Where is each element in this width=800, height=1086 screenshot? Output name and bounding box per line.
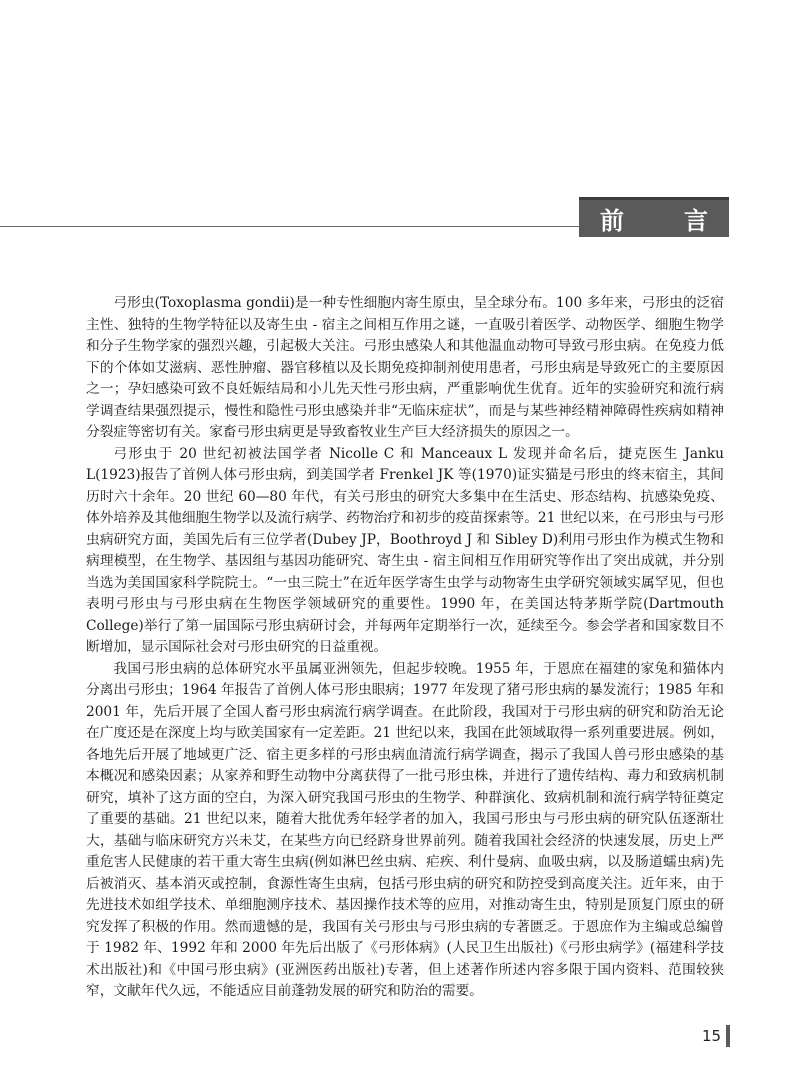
header-rule bbox=[0, 226, 580, 227]
section-title: 前 言 bbox=[600, 207, 726, 235]
body-text bbox=[86, 293, 724, 1003]
page-number-bar bbox=[726, 1025, 730, 1047]
page-number: 15 bbox=[702, 1027, 722, 1045]
paragraph-2: 弓形虫于 20 世纪初被法国学者 Nicolle C 和 Manceaux L 发现并命名后，捷克医生 Janku L(1923)报告了首例人体弓形虫病，到美国学者 Frenkel JK 等(1970)证实猫是弓形虫的终末宿主，其间历时六十余年。20 世纪 60—80 年代，有关弓形虫的研究大多集中在生活史、形态结构、抗感染免疫、体外培养及其他细胞生物学以及流行病学、药物治疗和初步的疫苗探索等。21 世纪以来，在弓形虫与弓形虫病研究方面，美国先后有三位学者(Dubey JP，Boothroyd J 和 Sibley D)利用弓形虫作为模式生物和病理模型，在生物学、基因组与基因功能研究、寄生虫 - 宿主间相互作用研究等作出了突出成就，并分别当选为美国国家科学院院士。“一虫三院士”在近年医学寄生虫学与动物寄生虫学研究领域实属罕见，但也表明弓形虫与弓形虫病在生物医学领域研究的重要性。1990 年，在美国达特茅斯学院(Dartmouth College)举行了第一届国际弓形虫病研讨会，并每两年定期举行一次，延续至今。参会学者和国家数目不断增加，显示国际社会对弓形虫研究的日益重视。 bbox=[86, 445, 724, 655]
paragraph-1: 弓形虫(Toxoplasma gondii)是一种专性细胞内寄生原虫，呈全球分布。100 多年来，弓形虫的泛宿主性、独特的生物学特征以及寄生虫 - 宿主之间相互作用之谜，一直吸引着医学、动物医学、细胞生物学和分子生物学家的强烈兴趣，引起极大关注。弓形虫感染人和其他温血动物可导致弓形虫病。在免疫力低下的个体如艾滋病、恶性肿瘤、器官移植以及长期免疫抑制剂使用患者，弓形虫病是导致死亡的主要原因之一；孕妇感染可致不良妊娠结局和小儿先天性弓形虫病，严重影响优生优育。近年的实验研究和流行病学调查结果强烈提示，慢性和隐性弓形虫感染并非“无临床症状”，而是与某些神经精神障碍性疾病如精神分裂症等密切有关。家畜弓形虫病更是导致畜牧业生产巨大经济损失的原因之一。 bbox=[86, 295, 724, 440]
paragraph-3: 我国弓形虫病的总体研究水平虽属亚洲领先，但起步较晚。1955 年，于恩庶在福建的家兔和猫体内分离出弓形虫；1964 年报告了首例人体弓形虫眼病；1977 年发现了猪弓形虫病的暴发流行；1985 年和 2001 年，先后开展了全国人畜弓形虫病流行病学调查。在此阶段，我国对于弓形虫病的研究和防治无论在广度还是在深度上均与欧美国家有一定差距。21 世纪以来，我国在此领域取得一系列重要进展。例如，各地先后开展了地域更广泛、宿主更多样的弓形虫病血清流行病学调查，揭示了我国人兽弓形虫感染的基本概况和感染因素；从家养和野生动物中分离获得了一批弓形虫株，并进行了遗传结构、毒力和致病机制研究，填补了这方面的空白，为深入研究我国弓形虫的生物学、种群演化、致病机制和流行病学特征奠定了重要的基础。21 世纪以来，随着大批优秀年轻学者的加入，我国弓形虫与弓形虫病的研究队伍逐渐壮大，基础与临床研究方兴未艾，在某些方向已经跻身世界前列。随着我国社会经济的快速发展，历史上严重危害人民健康的若干重大寄生虫病(例如淋巴丝虫病、疟疾、利什曼病、血吸虫病，以及肠道蠕虫病)先后被消灭、基本消灭或控制，食源性寄生虫病，包括弓形虫病的研究和防控受到高度关注。近年来，由于先进技术如组学技术、单细胞测序技术、基因操作技术等的应用，对推动寄生虫，特别是顶复门原虫的研究发挥了积极的作用。然而遗憾的是，我国有关弓形虫与弓形虫病的专著匮乏。于恩庶作为主编或总编曾于 1982 年、1992 年和 2000 年先后出版了《弓形体病》(人民卫生出版社)《弓形虫病学》(福建科学技术出版社)和《中国弓形虫病》(亚洲医药出版社)专著，但上述著作所述内容多限于国内资料、范围较狭窄，文献年代久远，不能适应目前蓬勃发展的研究和防治的需要。 bbox=[86, 660, 724, 999]
section-title-box bbox=[579, 197, 729, 237]
